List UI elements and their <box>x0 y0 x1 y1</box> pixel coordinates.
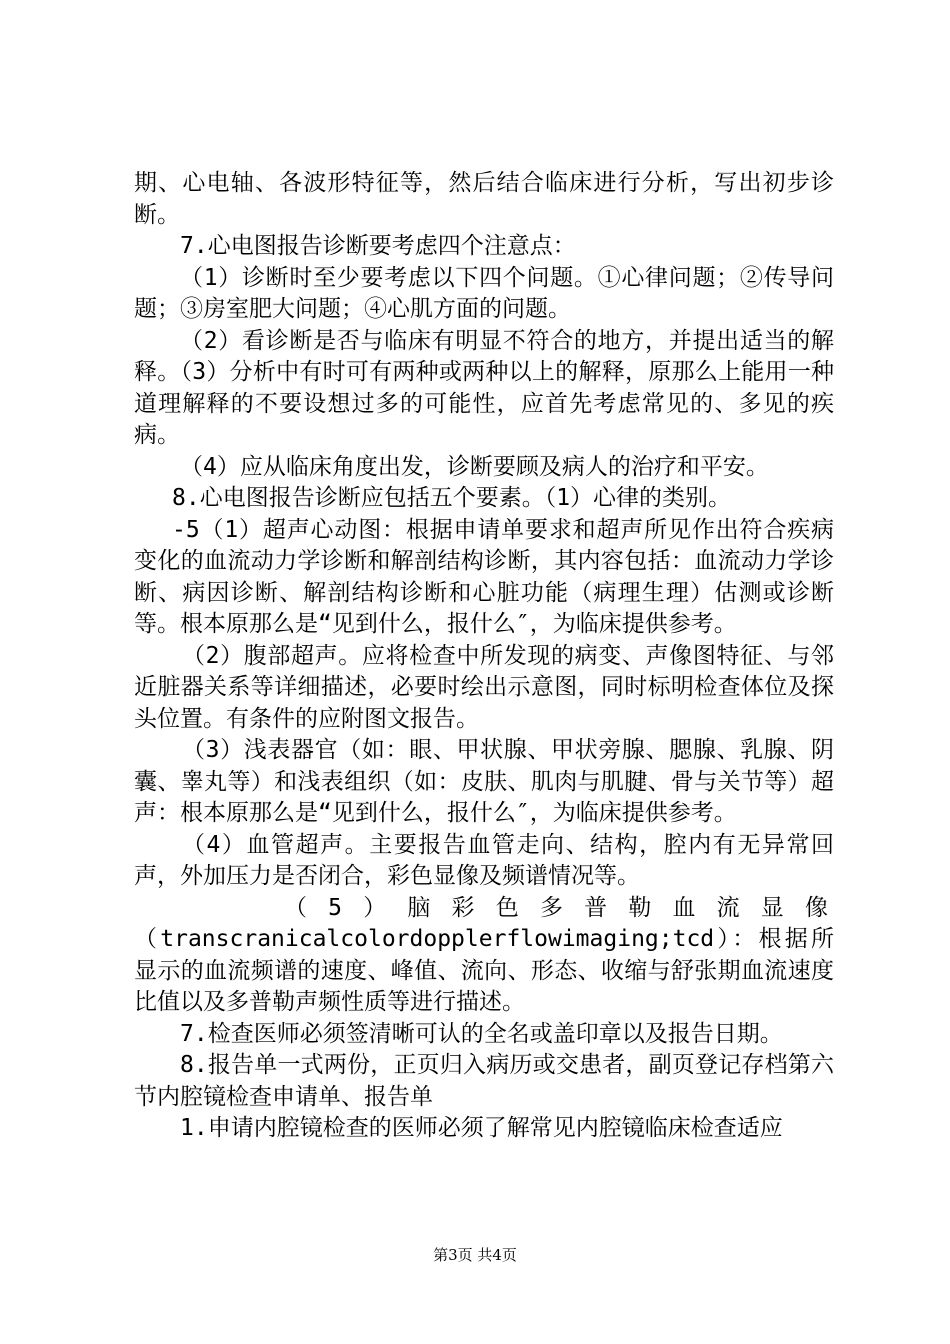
paragraph-5: （4）应从临床角度出发，诊断要顾及病人的治疗和平安。 <box>180 453 769 480</box>
paragraph-11-heading: （5）脑彩色多普勒血流显像 <box>284 894 834 921</box>
paragraph-7: -5（1）超声心动图：根据申请单要求和超声所见作出符合疾病变化的血流动力学诊断和解剖结构诊断，其内容包括：血流动力学诊断、病因诊断、解剖结构诊断和心脏功能（病理生理）估测或诊断等。根本原那么是“见到什么，报什么″，为临床提供参考。 <box>134 516 834 637</box>
paragraph-11-body: （transcranicalcolordopplerflowimaging;tcd）：根据所显示的血流频谱的速度、峰值、流向、形态、收缩与舒张期血流速度比值以及多普勒声频性质等进行描述。 <box>134 926 834 1015</box>
paragraph-10: （4）血管超声。主要报告血管走向、结构，腔内有无异常回声，外加压力是否闭合，彩色显像及频谱情况等。 <box>134 831 834 889</box>
paragraph-2: 7.心电图报告诊断要考虑四个注意点： <box>180 233 576 259</box>
paragraph-14: 1.申请内腔镜检查的医师必须了解常见内腔镜临床检查适应 <box>180 1115 783 1141</box>
page-number-footer: 第3页 共4页 <box>433 1246 517 1264</box>
paragraph-6: 8.心电图报告诊断应包括五个要素。（1）心律的类别。 <box>172 485 732 511</box>
paragraph-4: （2）看诊断是否与临床有明显不符合的地方，并提出适当的解释。（3）分析中有时可有两种或两种以上的解释，原那么上能用一种道理解释的不要设想过多的可能性，应首先考虑常见的、多见的疾病。 <box>134 327 834 448</box>
document-body <box>134 168 834 1145</box>
paragraph-3: （1）诊断时至少要考虑以下四个问题。①心律问题；②传导问题；③房室肥大问题；④心肌方面的问题。 <box>134 264 834 322</box>
paragraph-1: 期、心电轴、各波形特征等，然后结合临床进行分析，写出初步诊断。 <box>134 170 834 228</box>
paragraph-9: （3）浅表器官（如：眼、甲状腺、甲状旁腺、腮腺、乳腺、阴囊、睾丸等）和浅表组织（如：皮肤、肌肉与肌腱、骨与关节等）超声：根本原那么是“见到什么，报什么″，为临床提供参考。 <box>134 737 834 826</box>
paragraph-8: （2）腹部超声。应将检查中所发现的病变、声像图特征、与邻近脏器关系等详细描述，必要时绘出示意图，同时标明检查体位及探头位置。有条件的应附图文报告。 <box>134 642 834 732</box>
paragraph-13: 8.报告单一式两份，正页归入病历或交患者，副页登记存档第六节内腔镜检查申请单、报告单 <box>134 1052 834 1110</box>
paragraph-12: 7.检查医师必须签清晰可认的全名或盖印章以及报告日期。 <box>180 1020 783 1047</box>
